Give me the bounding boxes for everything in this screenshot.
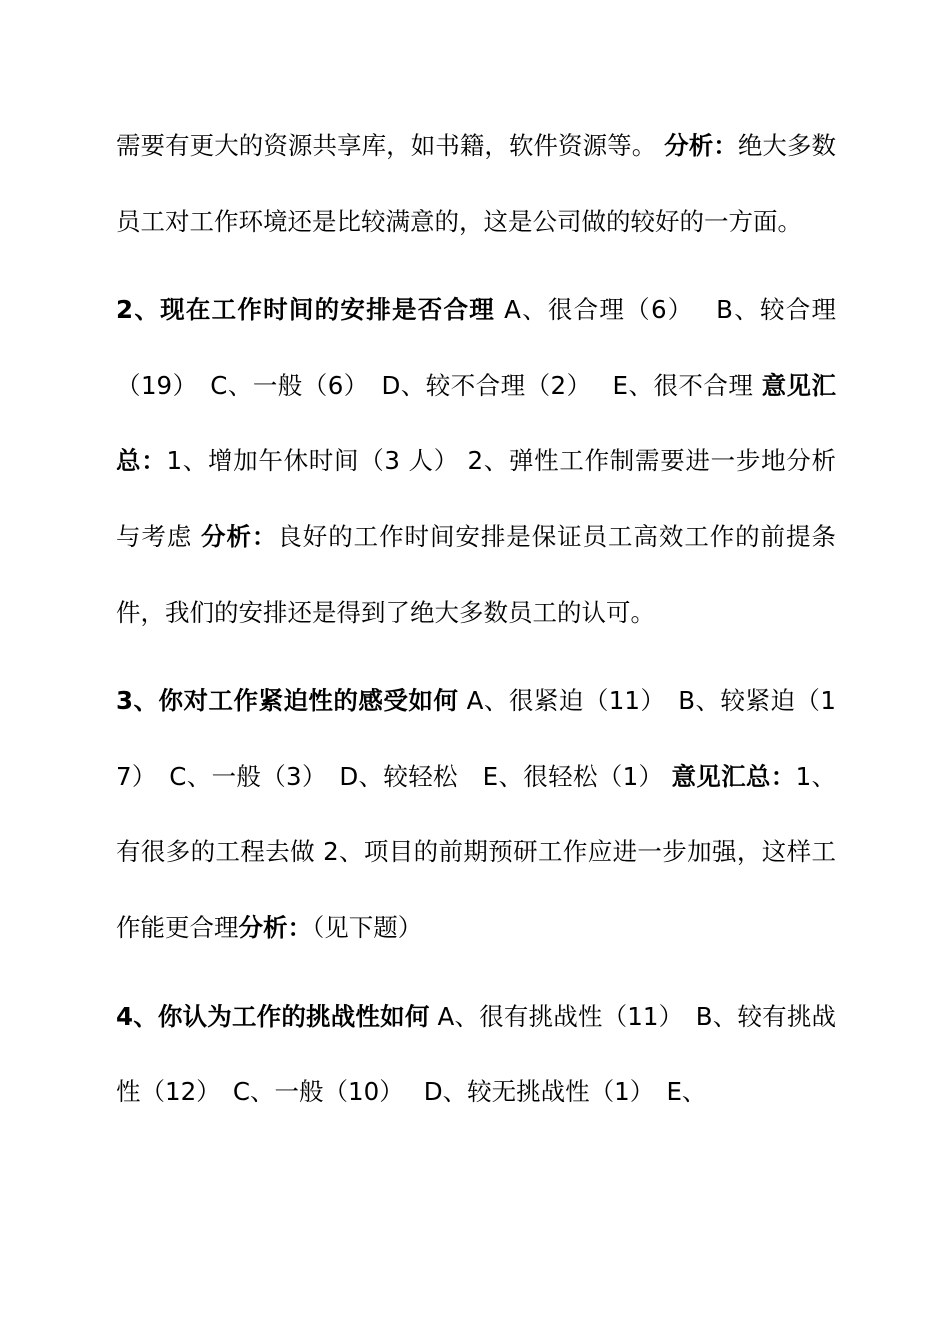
text-segment: 绝大多数员工对工作环境还是比较满意的，这是公司做的较好的一方面。 [116,131,837,236]
opinion-summary-text: 1、有很多的工程去做 2、项目的前期预研工作应进一步加强，这样工作能更合理 [116,761,836,942]
analysis-label: 分析： [201,521,278,551]
document-page [116,108,836,1130]
paragraph-work-environment [116,108,836,259]
paragraph-question-4 [116,979,836,1130]
analysis-text: （见下题） [312,912,423,942]
analysis-label: 分析： [238,912,312,942]
paragraph-question-3 [116,663,836,965]
opinion-summary-label: 意见汇总： [116,370,836,476]
analysis-text: 良好的工作时间安排是保证员工高效工作的前提条件，我们的安排还是得到了绝大多数员工的认可。 [116,521,836,627]
opinion-summary-label: 意见汇总： [671,761,796,791]
question-title: 4、你认为工作的挑战性如何 [116,1001,430,1031]
analysis-label: 分析： [664,131,738,160]
opinion-summary-text: 1、增加午休时间（3 人） 2、弹性工作制需要进一步地分析与考虑 [116,446,837,551]
question-title: 3、你对工作紧迫性的感受如何 [116,686,459,716]
text-segment: 需要有更大的资源共享库，如书籍，软件资源等。 [116,131,665,160]
answer-options: A、很合理（6） B、较合理（19） C、一般（6） D、较不合理（2） E、很不合理 [116,295,836,400]
paragraph-question-2 [116,272,836,650]
answer-options: A、很紧迫（11） B、较紧迫（17） C、一般（3） D、较轻松 E、很轻松（1） [116,686,837,791]
question-title: 2、现在工作时间的安排是否合理 [116,295,496,325]
answer-options: A、很有挑战性（11） B、较有挑战性（12） C、一般（10） D、较无挑战性（1） E、 [116,1001,837,1107]
